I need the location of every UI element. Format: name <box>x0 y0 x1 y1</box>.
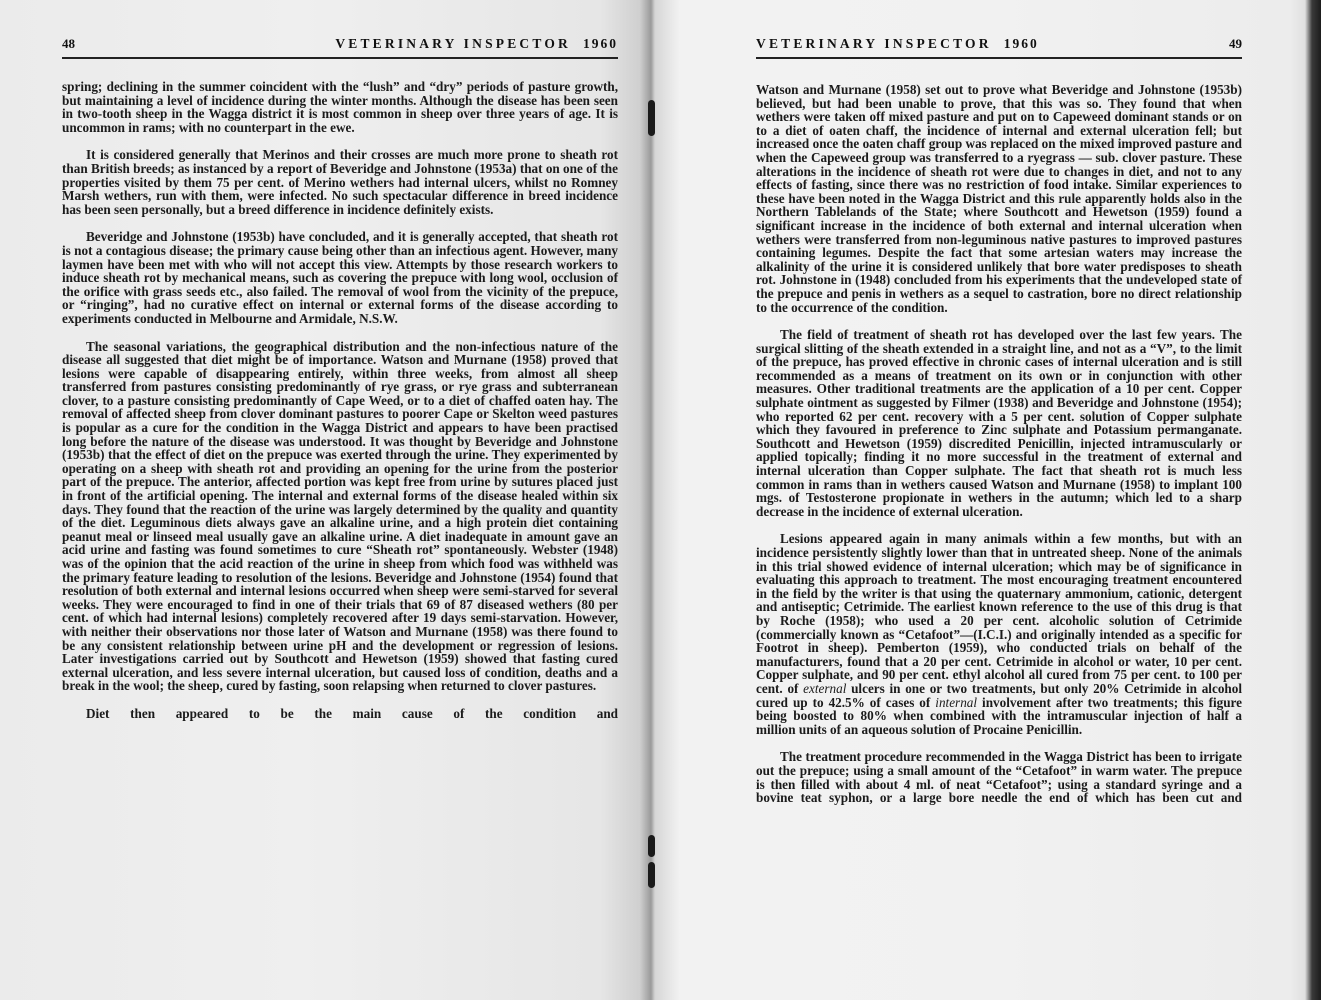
header-rule <box>756 57 1242 59</box>
paragraph: Lesions appeared again in many animals within a few months, but with an incidence persistently slightly lower than that in untreated sheep. None of the animals in this trial showed evidence of internal ulceration; which may be of significance in evaluating this approach to treatment. The most encouraging treatment encountered in the field by the writer is that using the quaternary ammonium, cationic, detergent and antiseptic; Cetrimide. The earliest known reference to the use of this drug is that by Roche (1958); who used a 20 per cent. alcoholic solution of Cetrimide (commercially known as “Cetafoot”—(I.C.I.) and originally intended as a specific for Footrot in sheep). Pemberton (1959), who conducted trials on behalf of the manufacturers, found that a 20 per cent. Cetrimide in alcohol or water, 10 per cent. Copper sulphate, and 90 per cent. ethyl alcohol all cured from 75 per cent. to 100 per cent. of external ulcers in one or two treatments, but only 20% Cetrimide in alcohol cured up to 42.5% of cases of internal involvement after two treatments; this figure being boosted to 80% when combined with the intramuscular injection of half a million units of an aqueous solution of Procaine Penicillin. <box>756 531 1243 737</box>
binding-staple-top <box>648 100 655 136</box>
binding-staple-bottom-2 <box>648 862 655 888</box>
emphasis-external: external <box>803 680 847 696</box>
right-page <box>756 0 1242 1000</box>
paragraph: spring; declining in the summer coincident with the “lush” and “dry” periods of pasture growth, but maintaining a level of incidence during the winter months. Although the disease has been seen in two-tooth sheep in the Wagga district it is most common in sheep over three years of age. It is uncommon in rams; with no counterpart in the ewe. <box>62 79 618 135</box>
paragraph: The field of treatment of sheath rot has developed over the last few years. The surgical slitting of the sheath extended in a straight line, and not as a “V”, to the limit of the prepuce, has proved effective in chronic cases of internal ulceration and is still recommended as a means of treatment on its own or in conjunction with other measures. Other traditional treatments are the application of a 10 per cent. Copper sulphate ointment as suggested by Filmer (1938) and Beveridge and Johnstone (1954); who reported 62 per cent. recovery with a 5 per cent. solution of Copper sulphate which they favoured in preference to Zinc sulphate and Potassium permanganate. Southcott and Hewetson (1959) discredited Penicillin, injected intramuscularly or applied topically; finding it no more successful in the treatment of external and internal ulceration than Copper sulphate. The fact that sheath rot is much less common in rams than in wethers caused Watson and Murnane (1958) to implant 100 mgs. of Testosterone propionate in wethers in the autumn; which led to a sharp decrease in the incidence of external ulceration. <box>756 327 1242 519</box>
running-head <box>756 36 1242 58</box>
page-number: 48 <box>62 36 75 51</box>
journal-year: 1960 <box>583 36 618 51</box>
paragraph: The seasonal variations, the geographical distribution and the non-infectious nature of the disease all suggested that diet might be of importance. Watson and Murnane (1958) proved that lesions were capable of disappearing entirely, within three weeks, from almost all sheep transferred from pastures consisting predominantly of rye grass, or rye grass and subterranean clover, to a pasture consisting predominantly of Cape Weed, or to a diet of chaffed oaten hay. The removal of affected sheep from clover dominant pastures to poorer Cape or Skelton weed pastures is popular as a cure for the condition in the Wagga District and appears to have been practised long before the nature of the disease was understood. It was thought by Beveridge and Johnstone (1953b) that the effect of diet on the prepuce was exerted through the urine. They experimented by operating on a sheep with sheath rot and providing an opening for the urine from the posterior part of the prepuce. The anterior, affected portion was kept free from urine by sutures placed just in front of the artificial opening. The internal and external forms of the disease healed within six days. They found that the reaction of the urine was largely determined by the quality and quantity of the diet. Leguminous diets always gave an alkaline urine, and a high protein diet containing peanut meal or linseed meal usually gave an alkaline urine. A diet inadequate in amount gave an acid urine and fasting was found sometimes to cure “Sheath rot” spontaneously. Webster (1948) was of the opinion that the acid reaction of the urine in sheep from which food was withheld was the primary feature leading to resolution of the lesions. Beveridge and Johnstone (1954) found that resolution of both external and internal lesions occurred when sheep were semi-starved for several weeks. They were encouraged to find in one of their trials that 69 of 87 diseased wethers (80 per cent. of which had internal lesions) completely recovered after 19 days semi-starvation. However, with neither their observations nor those later of Watson and Murnane (1958) was there found to be any consistent relationship between urine pH and the development or regression of lesions. Later investigations carried out by Southcott and Hewetson (1959) showed that fasting cured external ulceration, and less severe internal ulceration, but caused loss of condition, deaths and a break in the wool; the sheep, cured by fasting, soon relapsing when returned to clover pastures. <box>62 338 618 694</box>
binding-staple-bottom-1 <box>648 835 655 857</box>
emphasis-internal: internal <box>935 694 978 710</box>
paragraph: Watson and Murnane (1958) set out to prove what Beveridge and Johnstone (1953b) believed, but had been unable to prove, that this was so. They found that when wethers were taken off mixed pasture and put on to Capeweed dominant stands or on to a diet of oaten chaff, the incidence of internal and external ulceration fell; but increased once the oaten chaff group was replaced on the mixed improved pasture and when the Capeweed group was transferred to a ryegrass — sub. clover pasture. These alterations in the incidence of sheath rot were due to changes in diet, and not to any effects of fasting, since there was no restriction of food intake. Similar experiences to these have been noted in the Wagga District and this rule apparently holds also in the Northern Tablelands of the State; where Southcott and Hewetson (1959) found a significant increase in the incidence of both external and internal ulceration when wethers were transferred from non-leguminous native pastures to improved pastures containing legumes. Despite the fact that some artesian waters may increase the alkalinity of the urine it is considered unlikely that bore water predisposes to sheath rot. Johnstone in (1948) concluded from his experiments that the undeveloped state of the prepuce and penis in wethers as a sequel to castration, bore no direct relationship to the occurrence of the condition. <box>756 82 1242 315</box>
journal-title: VETERINARY INSPECTOR 1960 <box>335 36 618 51</box>
page-body <box>756 83 1242 819</box>
header-rule <box>62 57 618 59</box>
left-page <box>62 0 618 1000</box>
running-head <box>62 36 618 58</box>
page-number: 49 <box>1229 36 1242 51</box>
journal-year: 1960 <box>1003 36 1039 51</box>
paragraph: The treatment procedure recommended in the Wagga District has been to irrigate out the prepuce; using a small amount of the “Cetafoot” in warm water. The prepuce is then filled with about 4 ml. of neat “Cetafoot”; using a standard syringe and a bovine teat syphon, or a large bore needle the end of which has been cut and <box>756 749 1242 806</box>
journal-title: VETERINARY INSPECTOR 1960 <box>756 36 1039 51</box>
paragraph: Diet then appeared to be the main cause of the condition and <box>86 705 618 721</box>
paragraph: Beveridge and Johnstone (1953b) have concluded, and it is generally accepted, that sheath rot is not a contagious disease; the primary cause being other than an infectious agent. However, many laymen have been met with who will not accept this view. Attempts by those research workers to induce sheath rot by mechanical means, such as covering the prepuce with long wool, occlusion of the orifice with grass seeds etc., also failed. The removal of wool from the vicinity of the prepuce, or “ringing”, had no curative effect on internal or external forms of the disease according to experiments conducted in Melbourne and Armidale, N.S.W. <box>62 229 618 326</box>
page-body <box>62 80 618 735</box>
paragraph: It is considered generally that Merinos and their crosses are much more prone to sheath rot than British breeds; as instanced by a report of Beveridge and Johnstone (1953a) that on one of the properties visited by them 75 per cent. of Merino wethers had internal ulcers, whilst no Romney Marsh wethers, run with them, were infected. No such spectacular difference in breed incidence has been seen personally, but a breed difference in incidence definitely exists. <box>62 147 618 217</box>
